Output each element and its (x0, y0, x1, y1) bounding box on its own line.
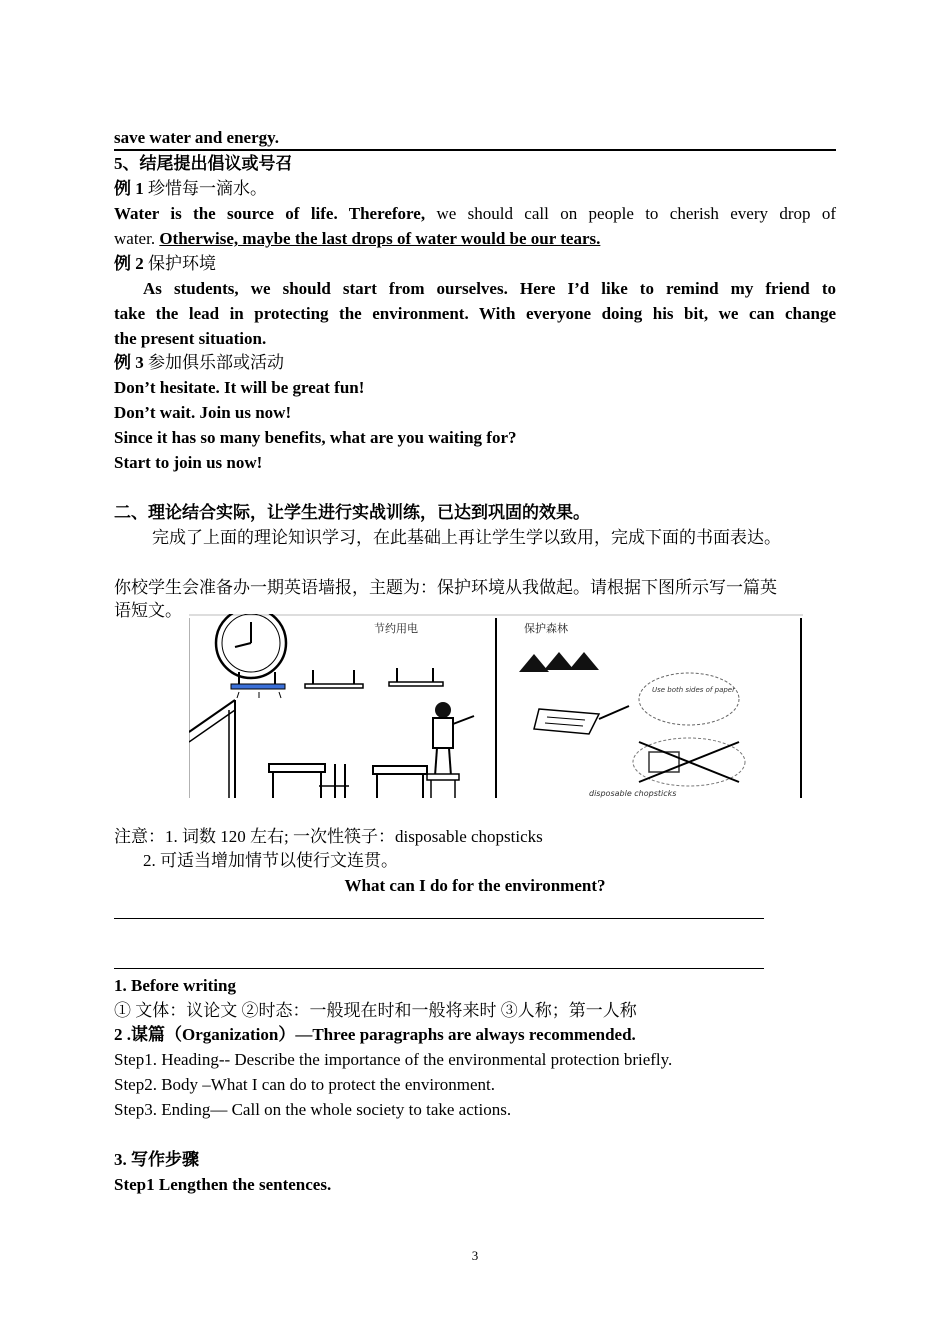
plain-run: water. (114, 229, 160, 248)
paragraph-line: take the lead in protecting the environment. With everyone doing his bit, we can change (114, 304, 836, 323)
step-line: Step2. Body –What I can do to protect the environment. (114, 1075, 495, 1094)
section-heading: 2 .谋篇（Organization）—Three paragraphs are always recommended. (114, 1025, 636, 1044)
essay-title: What can I do for the environment? (344, 876, 606, 895)
desk-icon (269, 764, 349, 798)
step-line: Step1 Lengthen the sentences. (114, 1175, 332, 1194)
intro-line: 完成了上面的理论知识学习，在此基础上再让学生学以致用，完成下面的书面表达。 (152, 528, 781, 547)
paragraph-line (114, 201, 836, 226)
chopsticks-crossed-icon (633, 738, 745, 786)
example-number: 例 1 (114, 179, 148, 198)
text-line: save water and energy. (114, 128, 279, 147)
bold-run: Water is the source of life. Therefore, (114, 204, 426, 223)
page-number: 3 (471, 1248, 479, 1263)
example-topic: 参加俱乐部或活动 (148, 353, 284, 372)
paragraph-line: the present situation. (114, 329, 267, 348)
underlined-run: Otherwise, maybe the last drops of water would be our tears. (159, 229, 601, 248)
section-heading: 3. 写作步骤 (114, 1150, 199, 1169)
task-line: 语短文。 (114, 601, 182, 620)
example-label (114, 251, 836, 276)
example-label (114, 350, 836, 375)
thought-bubble (639, 673, 739, 725)
illustration-drawing (189, 614, 803, 800)
text-line: ① 文体：议论文 ②时态：一般现在时和一般将来时 ③人称；第一人称 (114, 1001, 637, 1020)
lamp-icon (231, 672, 285, 698)
section-heading: 1. Before writing (114, 976, 236, 995)
example-number: 例 2 (114, 254, 148, 273)
note-line: 注意：1. 词数 120 左右; 一次性筷子：disposable chopsticks (114, 827, 543, 846)
section-heading: 5、结尾提出倡议或号召 (114, 154, 293, 173)
section-heading: 二、理论结合实际，让学生进行实战训练，已达到巩固的效果。 (114, 503, 590, 522)
paper-icon (534, 706, 629, 734)
chopsticks-caption: disposable chopsticks (589, 789, 677, 798)
example-number: 例 3 (114, 353, 148, 372)
plain-run: we should call on people to cherish every drop of (425, 204, 836, 223)
answer-line (114, 918, 764, 919)
answer-line (114, 968, 764, 969)
protect-forest-caption: 保护森林 (524, 622, 568, 635)
paragraph-line (114, 226, 836, 251)
lamp-icon (389, 668, 443, 686)
save-electricity-caption: 节约用电 (374, 622, 418, 635)
clock-icon (216, 614, 286, 678)
student-figure (427, 702, 474, 798)
task-line: 你校学生会准备办一期英语墙报，主题为：保护环境从我做起。请根据下图所示写一篇英 (114, 578, 777, 597)
example-topic: 保护环境 (148, 254, 216, 273)
example-label (114, 176, 836, 201)
slogan-line: Don’t wait. Join us now! (114, 403, 292, 422)
trees-icon (519, 652, 599, 672)
note-line: 2. 可适当增加情节以使行文连贯。 (143, 851, 398, 870)
bubble-text: Use both sides of paper (652, 686, 735, 694)
desk-icon (373, 766, 427, 798)
slogan-line: Start to join us now! (114, 453, 263, 472)
blackboard-icon (189, 700, 235, 798)
slogan-line: Don’t hesitate. It will be great fun! (114, 378, 365, 397)
step-line: Step1. Heading-- Describe the importance of the environmental protection briefly. (114, 1050, 673, 1069)
lamp-icon (305, 670, 363, 688)
step-line: Step3. Ending— Call on the whole society to take actions. (114, 1100, 512, 1119)
example-topic: 珍惜每一滴水。 (148, 179, 267, 198)
slogan-line: Since it has so many benefits, what are you waiting for? (114, 428, 517, 447)
paragraph-line: As students, we should start from ourselves. Here I’d like to remind my friend to (143, 279, 836, 298)
task-illustration (189, 614, 803, 800)
